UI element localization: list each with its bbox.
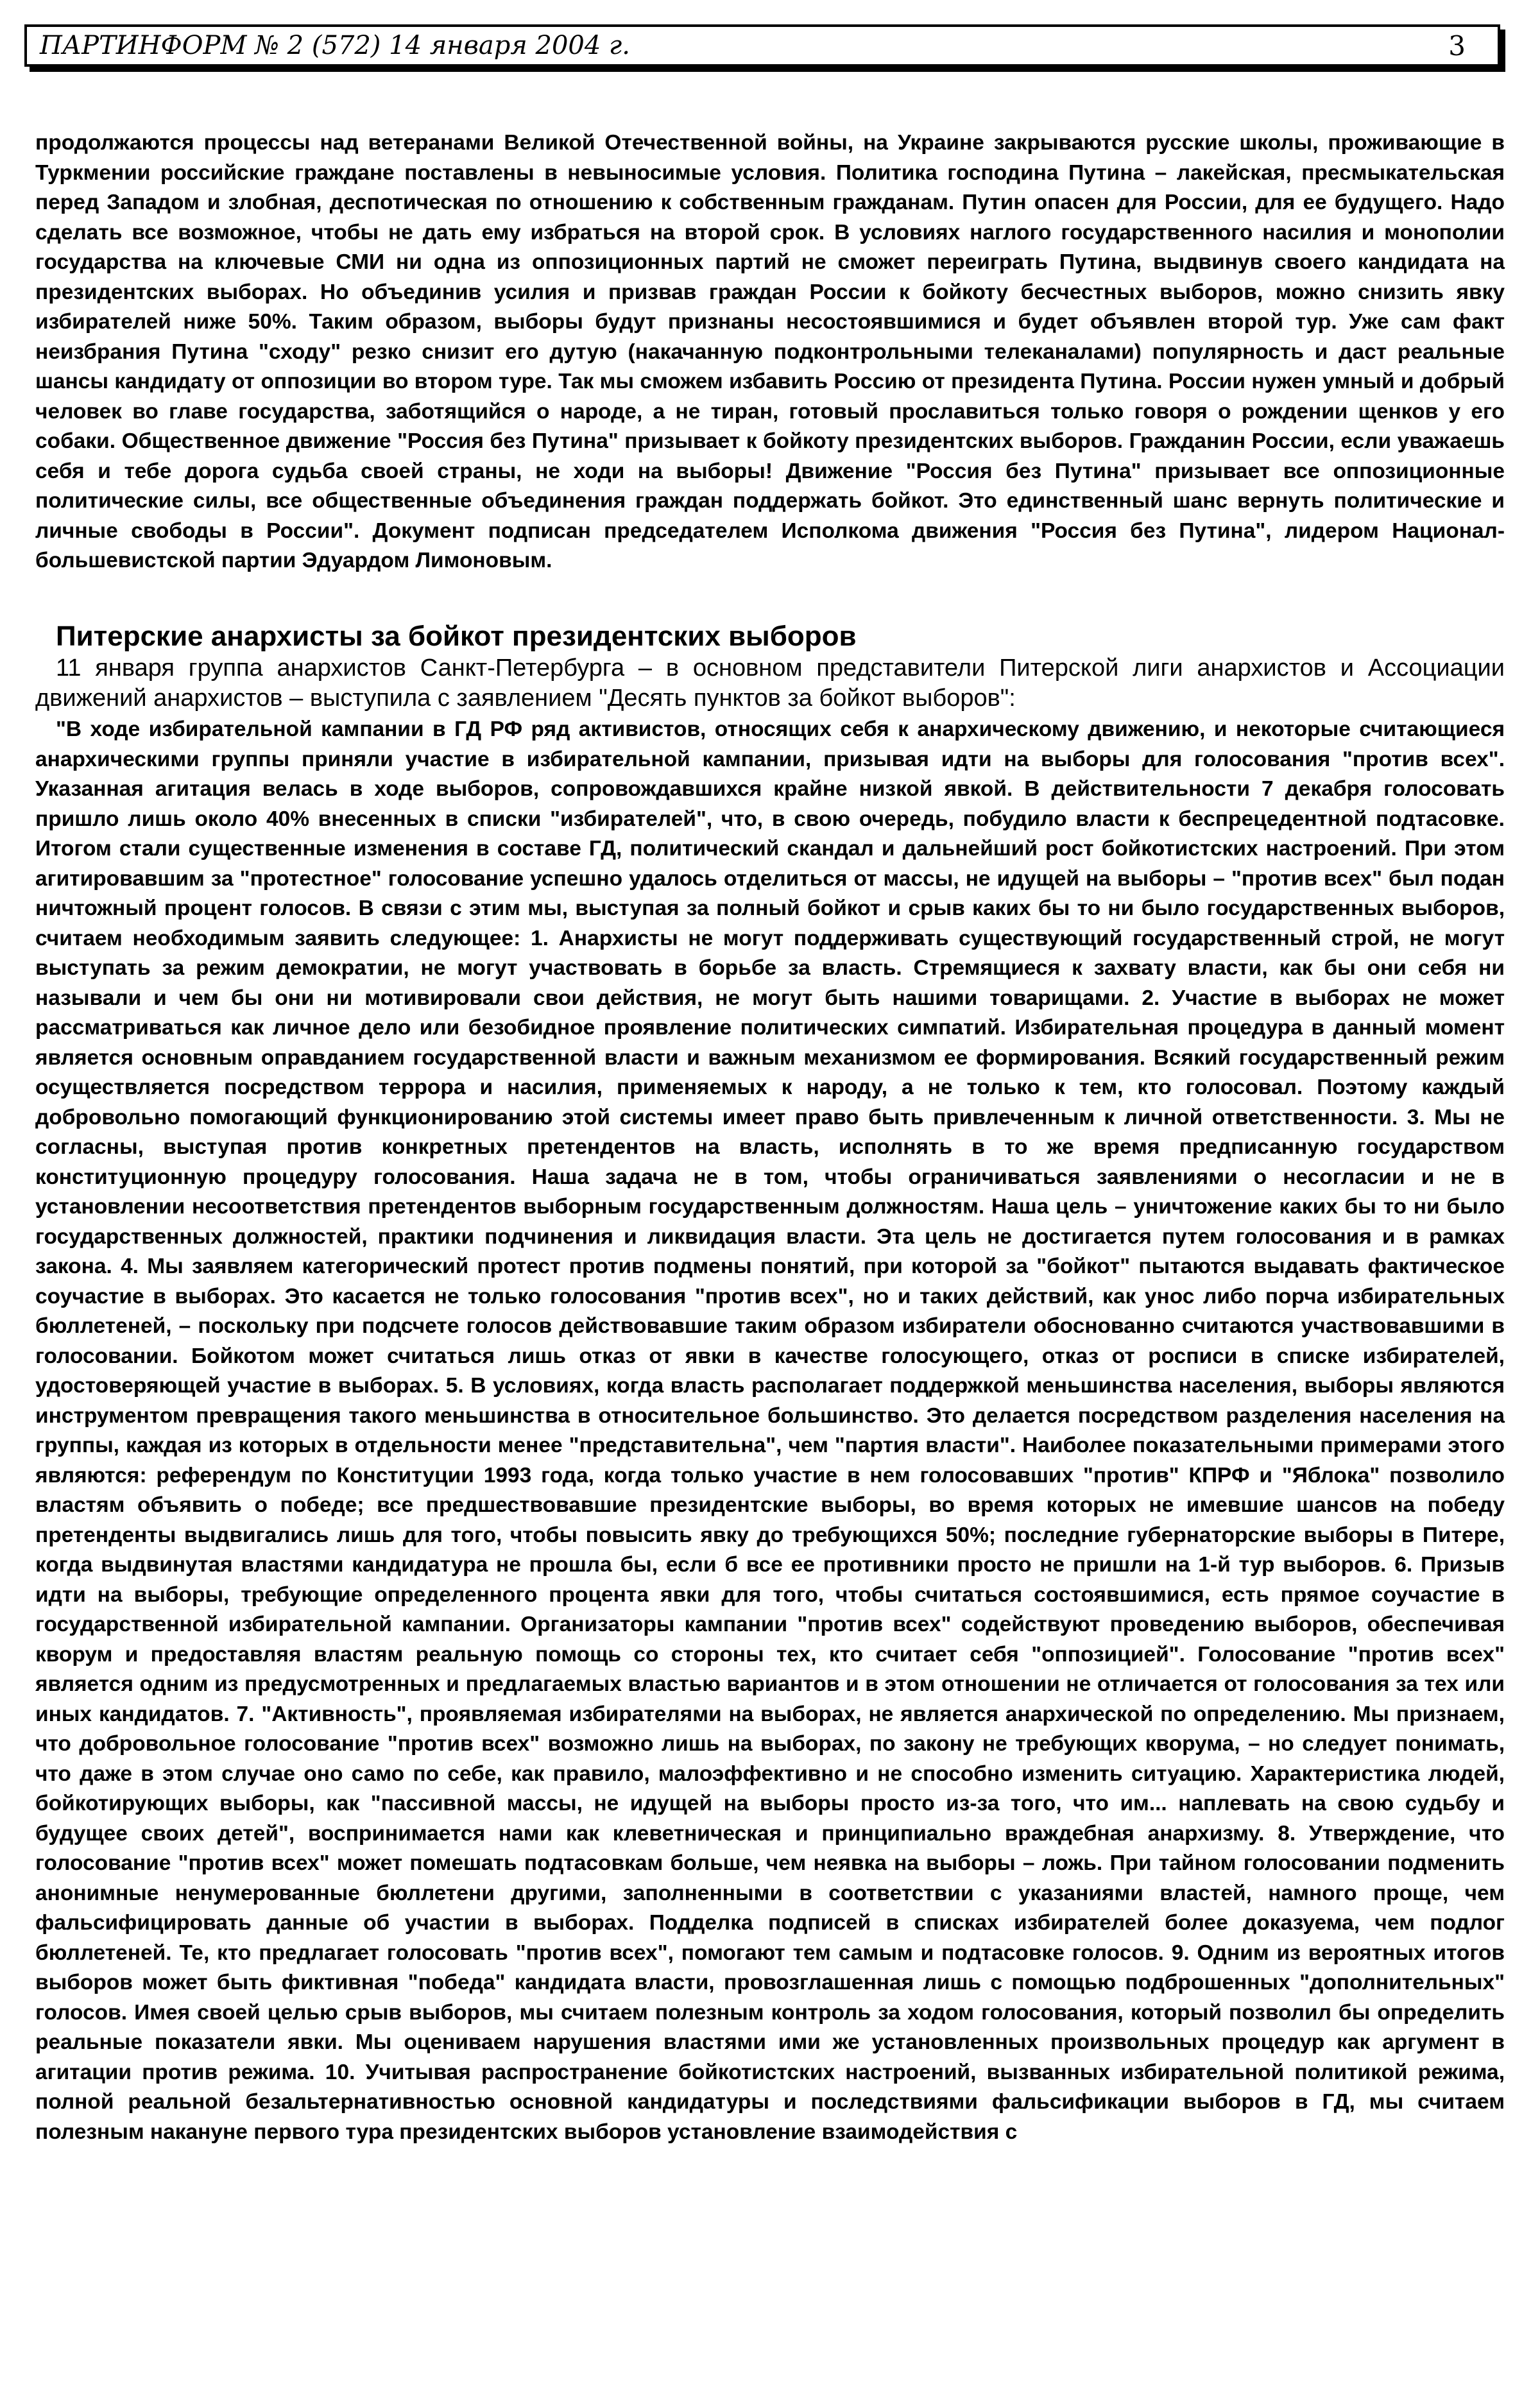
article-heading: Питерские анархисты за бойкот президентских выборов bbox=[56, 621, 857, 652]
article-section bbox=[35, 620, 1505, 2147]
intro-section bbox=[35, 128, 1505, 576]
page-header bbox=[24, 24, 1500, 67]
intro-paragraph: продолжаются процессы над ветеранами Великой Отечественной войны, на Украине закрываются русские школы, проживающие в Туркмении российские граждане поставлены в невыносимые условия. Политика господина Путина – лакейская, пресмыкательская перед Западом и злобная, деспотическая по отношению к собственным гражданам. Путин опасен для России, для ее будущего. Надо сделать все возможное, чтобы не дать ему избраться на второй срок. В условиях наглого государственного насилия и монополии государства на ключевые СМИ ни одна из оппозиционных партий не сможет переиграть Путина, выдвинув своего кандидата на президентских выборах. Но объединив усилия и призвав граждан России к бойкоту бесчестных выборов, можно снизить явку избирателей ниже 50%. Таким образом, выборы будут признаны несостоявшимися и будет объявлен второй тур. Уже сам факт неизбрания Путина "сходу" резко снизит его дутую (накачанную подконтрольными телеканалами) популярность и даст реальные шансы кандидату от оппозиции во втором туре. Так мы сможем избавить Россию от президента Путина. России нужен умный и добрый человек во главе государства, заботящийся о народе, а не тиран, готовый прославиться только говоря о рождении щенков у его собаки. Общественное движение "Россия без Путина" призывает к бойкоту президентских выборов. Гражданин России, если уважаешь себя и тебе дорога судьба своей страны, не ходи на выборы! Движение "Россия без Путина" призывает все оппозиционные политические силы, все общественные объединения граждан поддержать бойкот. Это единственный шанс вернуть политические и личные свободы в России". Документ подписан председателем Исполкома движения "Россия без Путина", лидером Национал-большевистской партии Эдуардом Лимоновым. bbox=[35, 131, 1505, 572]
article-body: "В ходе избирательной кампании в ГД РФ ряд активистов, относящих себя к анархическому движению, и некоторые считающиеся анархическими группы приняли участие в избирательной кампании, призывая идти на выборы для голосования "против всех". Указанная агитация велась в ходе выборов, сопровождавшихся крайне низкой явкой. В действительности 7 декабря голосовать пришло лишь около 40% внесенных в списки "избирателей", что, в свою очередь, побудило власти к беспрецедентной подтасовке. Итогом стали существенные изменения в составе ГД, политический скандал и дальнейший рост бойкотистских настроений. При этом агитировавшим за "протестное" голосование успешно удалось отделиться от массы, не идущей на выборы – "против всех" был подан ничтожный процент голосов. В связи с этим мы, выступая за полный бойкот и срыв каких бы то ни было государственных выборов, считаем необходимым заявить следующее: 1. Анархисты не могут поддерживать существующий государственный строй, не могут выступать за режим демократии, не могут участвовать в борьбе за власть. Стремящиеся к захвату власти, как бы они себя ни называли и чем бы они ни мотивировали свои действия, не могут быть нашими товарищами. 2. Участие в выборах не может рассматриваться как личное дело или безобидное проявление политических симпатий. Избирательная процедура в данный момент является основным оправданием государственной власти и важным механизмом ее формирования. Всякий государственный режим осуществляется посредством террора и насилия, применяемых к народу, а не только к тем, кто голосовал. Поэтому каждый добровольно помогающий функционированию этой системы имеет право быть привлеченным к личной ответственности. 3. Мы не согласны, выступая против конкретных претендентов на власть, исполнять в то же время предписанную государством конституционную процедуру голосования. Наша задача не в том, чтобы ограничиваться заявлениями о несогласии и не в установлении несоответствия претендентов выборным государственным должностям. Наша цель – уничтожение каких бы то ни было государственных должностей, практики подчинения и ликвидация власти. Эта цель не достигается путем голосования и в рамках закона. 4. Мы заявляем категорический протест против подмены понятий, при которой за "бойкот" пытаются выдавать фактическое соучастие в выборах. Это касается не только голосования "против всех", но и таких действий, как унос либо порча избирательных бюллетеней, – поскольку при подсчете голосов действовавшие таким образом избиратели обоснованно считаются участвовавшими в голосовании. Бойкотом может считаться лишь отказ от явки в качестве голосующего, отказ от росписи в списке избирателей, удостоверяющей участие в выборах. 5. В условиях, когда власть располагает поддержкой меньшинства населения, выборы являются инструментом превращения такого меньшинства в относительное большинство. Это делается посредством разделения населения на группы, каждая из которых в отдельности менее "представительна", чем "партия власти". Наиболее показательными примерами этого являются: референдум по Конституции 1993 года, когда только участие в нем голосовавших "против" КПРФ и "Яблока" позволило властям объявить о победе; все предшествовавшие президентские выборы, во время которых не имевшие шансов на победу претенденты выдвигались лишь для того, чтобы повысить явку до требующихся 50%; последние губернаторские выборы в Питере, когда выдвинутая властями кандидатура не прошла бы, если б все ее противники просто не пришли на 1-й тур выборов. 6. Призыв идти на выборы, требующие определенного процента явки для того, чтобы считаться состоявшимися, есть прямое соучастие в государственной избирательной кампании. Организаторы кампании "против всех" содействуют проведению выборов, обеспечивая кворум и предоставляя властям реальную помощь со стороны тех, кто считает себя "оппозицией". Голосование "против всех" является одним из предусмотренных и предлагаемых властью вариантов и в этом отношении не отличается от голосования за тех или иных кандидатов. 7. "Активность", проявляемая избирателями на выборах, не является анархической по определению. Мы признаем, что добровольное голосование "против всех" возможно лишь на выборах, по закону не требующих кворума, – но следует понимать, что даже в этом случае оно само по себе, как правило, малоэффективно и не способно изменить ситуацию. Характеристика людей, бойкотирующих выборы, как "пассивной массы, не идущей на выборы просто из-за того, что им... наплевать на свою судьбу и будущее своих детей", воспринимается нами как клеветническая и принципиально враждебная анархизму. 8. Утверждение, что голосование "против всех" может помешать подтасовкам больше, чем неявка на выборы – ложь. При тайном голосовании подменить анонимные ненумерованные бюллетени другими, заполненными в соответствии с указаниями властей, намного проще, чем фальсифицировать данные об участии в выборах. Подделка подписей в списках избирателей более доказуема, чем подлог бюллетеней. Те, кто предлагает голосовать "против всех", помогают тем самым и подтасовке голосов. 9. Одним из вероятных итогов выборов может быть фиктивная "победа" кандидата власти, провозглашенная лишь с помощью подброшенных "дополнительных" голосов. Имея своей целью срыв выборов, мы считаем полезным контроль за ходом голосования, который позволил бы определить реальные показатели явки. Мы оцениваем нарушения властями ими же установленных произвольных процедур как аргумент в агитации против режима. 10. Учитывая распространение бойкотистских настроений, вызванных избирательной политикой режима, полной реальной безальтернативностью основной кандидатуры и последствиями фальсификации выборов в ГД, мы считаем полезным накануне первого тура президентских выборов установление взаимодействия с bbox=[35, 717, 1505, 2144]
article-lead: 11 января группа анархистов Санкт-Петербурга – в основном представители Питерской лиги анархистов и Ассоциации движений анархистов – выступила с заявлением "Десять пунктов за бойкот выборов": bbox=[35, 655, 1505, 712]
page-number: 3 bbox=[1448, 30, 1466, 62]
newspaper-title: ПАРТИНФОРМ № 2 (572) 14 января 2004 г. bbox=[40, 31, 630, 60]
